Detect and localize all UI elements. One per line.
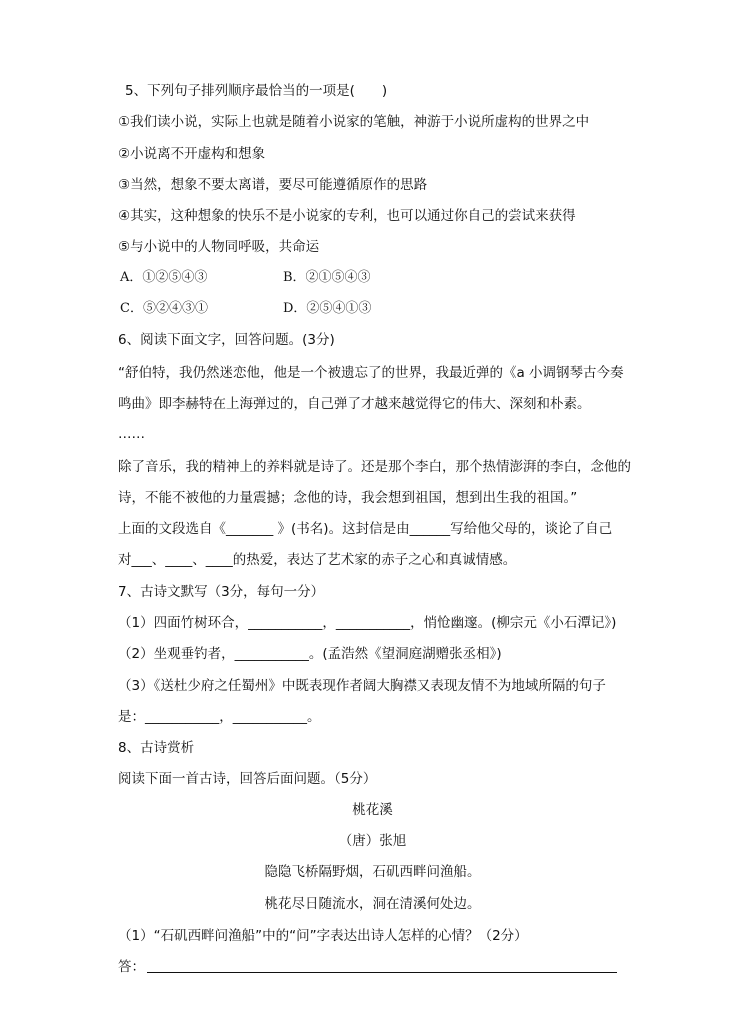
- q5-sentence-2: ②小说离不开虚构和想象: [118, 146, 266, 162]
- q7-item-2: （2）坐观垂钓者，___________。(孟浩然《望洞庭湖赠张丞相》): [118, 646, 502, 662]
- answer-label: 答：: [118, 959, 145, 975]
- q5-sentence-4: ④其实，这种想象的快乐不是小说家的专利，也可以通过你自己的尝试来获得: [118, 208, 576, 224]
- q5-option-a: A．①②⑤④③: [120, 270, 208, 285]
- q6-passage-line-1: “舒伯特，我仍然迷恋他，他是一个被遗忘了的世界，我最近弹的《a 小调钢琴古今奏: [118, 365, 624, 381]
- poem-author: （唐）张旭: [338, 833, 407, 849]
- q6-question-line-2: 对___、____、____的热爱，表达了艺术家的赤子之心和真诚情感。: [118, 552, 517, 568]
- q5-sentence-5: ⑤与小说中的人物同呼吸，共命运: [118, 239, 320, 255]
- q6-ellipsis: ……: [118, 426, 145, 442]
- q6-passage-line-3: 除了音乐，我的精神上的养料就是诗了。还是那个李白，那个热情澎湃的李白，念他的: [118, 459, 631, 475]
- q5-sentence-1: ①我们读小说，实际上也就是随着小说家的笔触，神游于小说所虚构的世界之中: [118, 114, 590, 130]
- q7-stem: 7、古诗文默写（3分，每句一分）: [118, 584, 325, 600]
- q5-option-d: D．②⑤④①③: [283, 301, 372, 316]
- q6-passage-line-4: 诗，不能不被他的力量震撼；念他的诗，我会想到祖国，想到出生我的祖国。”: [118, 490, 578, 506]
- q7-item-3-line-1: （3）《送杜少府之任蜀州》中既表现作者阔大胸襟又表现友情不为地域所隔的句子: [118, 678, 606, 694]
- q6-stem: 6、阅读下面文字，回答问题。(3分): [118, 332, 335, 348]
- poem-line-1: 隐隐飞桥隔野烟，石矶西畔问渔船。: [264, 864, 481, 880]
- q5-stem: 5、下列句子排列顺序最恰当的一项是( ): [125, 83, 388, 99]
- q6-passage-line-2: 鸣曲》即李赫特在上海弹过的，自己弹了才越来越觉得它的伟大、深刻和朴素。: [118, 396, 591, 412]
- q8-instruction: 阅读下面一首古诗，回答后面问题。（5分）: [118, 771, 377, 787]
- q7-item-3-line-2: 是：___________，___________。: [118, 709, 321, 725]
- poem-line-2: 桃花尽日随流水，洞在清溪何处边。: [264, 896, 481, 912]
- q8-stem: 8、古诗赏析: [118, 740, 195, 756]
- q8-sub-question-1: （1）“石矶西畔问渔船”中的“问”字表达出诗人怎样的心情？（2分）: [118, 928, 528, 944]
- q5-option-b: B．②①⑤④③: [283, 270, 371, 285]
- poem-title: 桃花溪: [352, 802, 393, 818]
- answer-line[interactable]: [147, 972, 617, 973]
- q5-option-c: C．⑤②④③①: [120, 301, 208, 316]
- q5-sentence-3: ③当然，想象不要太离谱，要尽可能遵循原作的思路: [118, 177, 428, 193]
- q6-question-line-1: 上面的文段选自《_______ 》(书名)。这封信是由______写给他父母的，谈论了自己: [118, 521, 613, 537]
- q7-item-1: （1）四面竹树环合，___________，___________，悄怆幽邃。(柳宗元《小石潭记》): [118, 615, 617, 631]
